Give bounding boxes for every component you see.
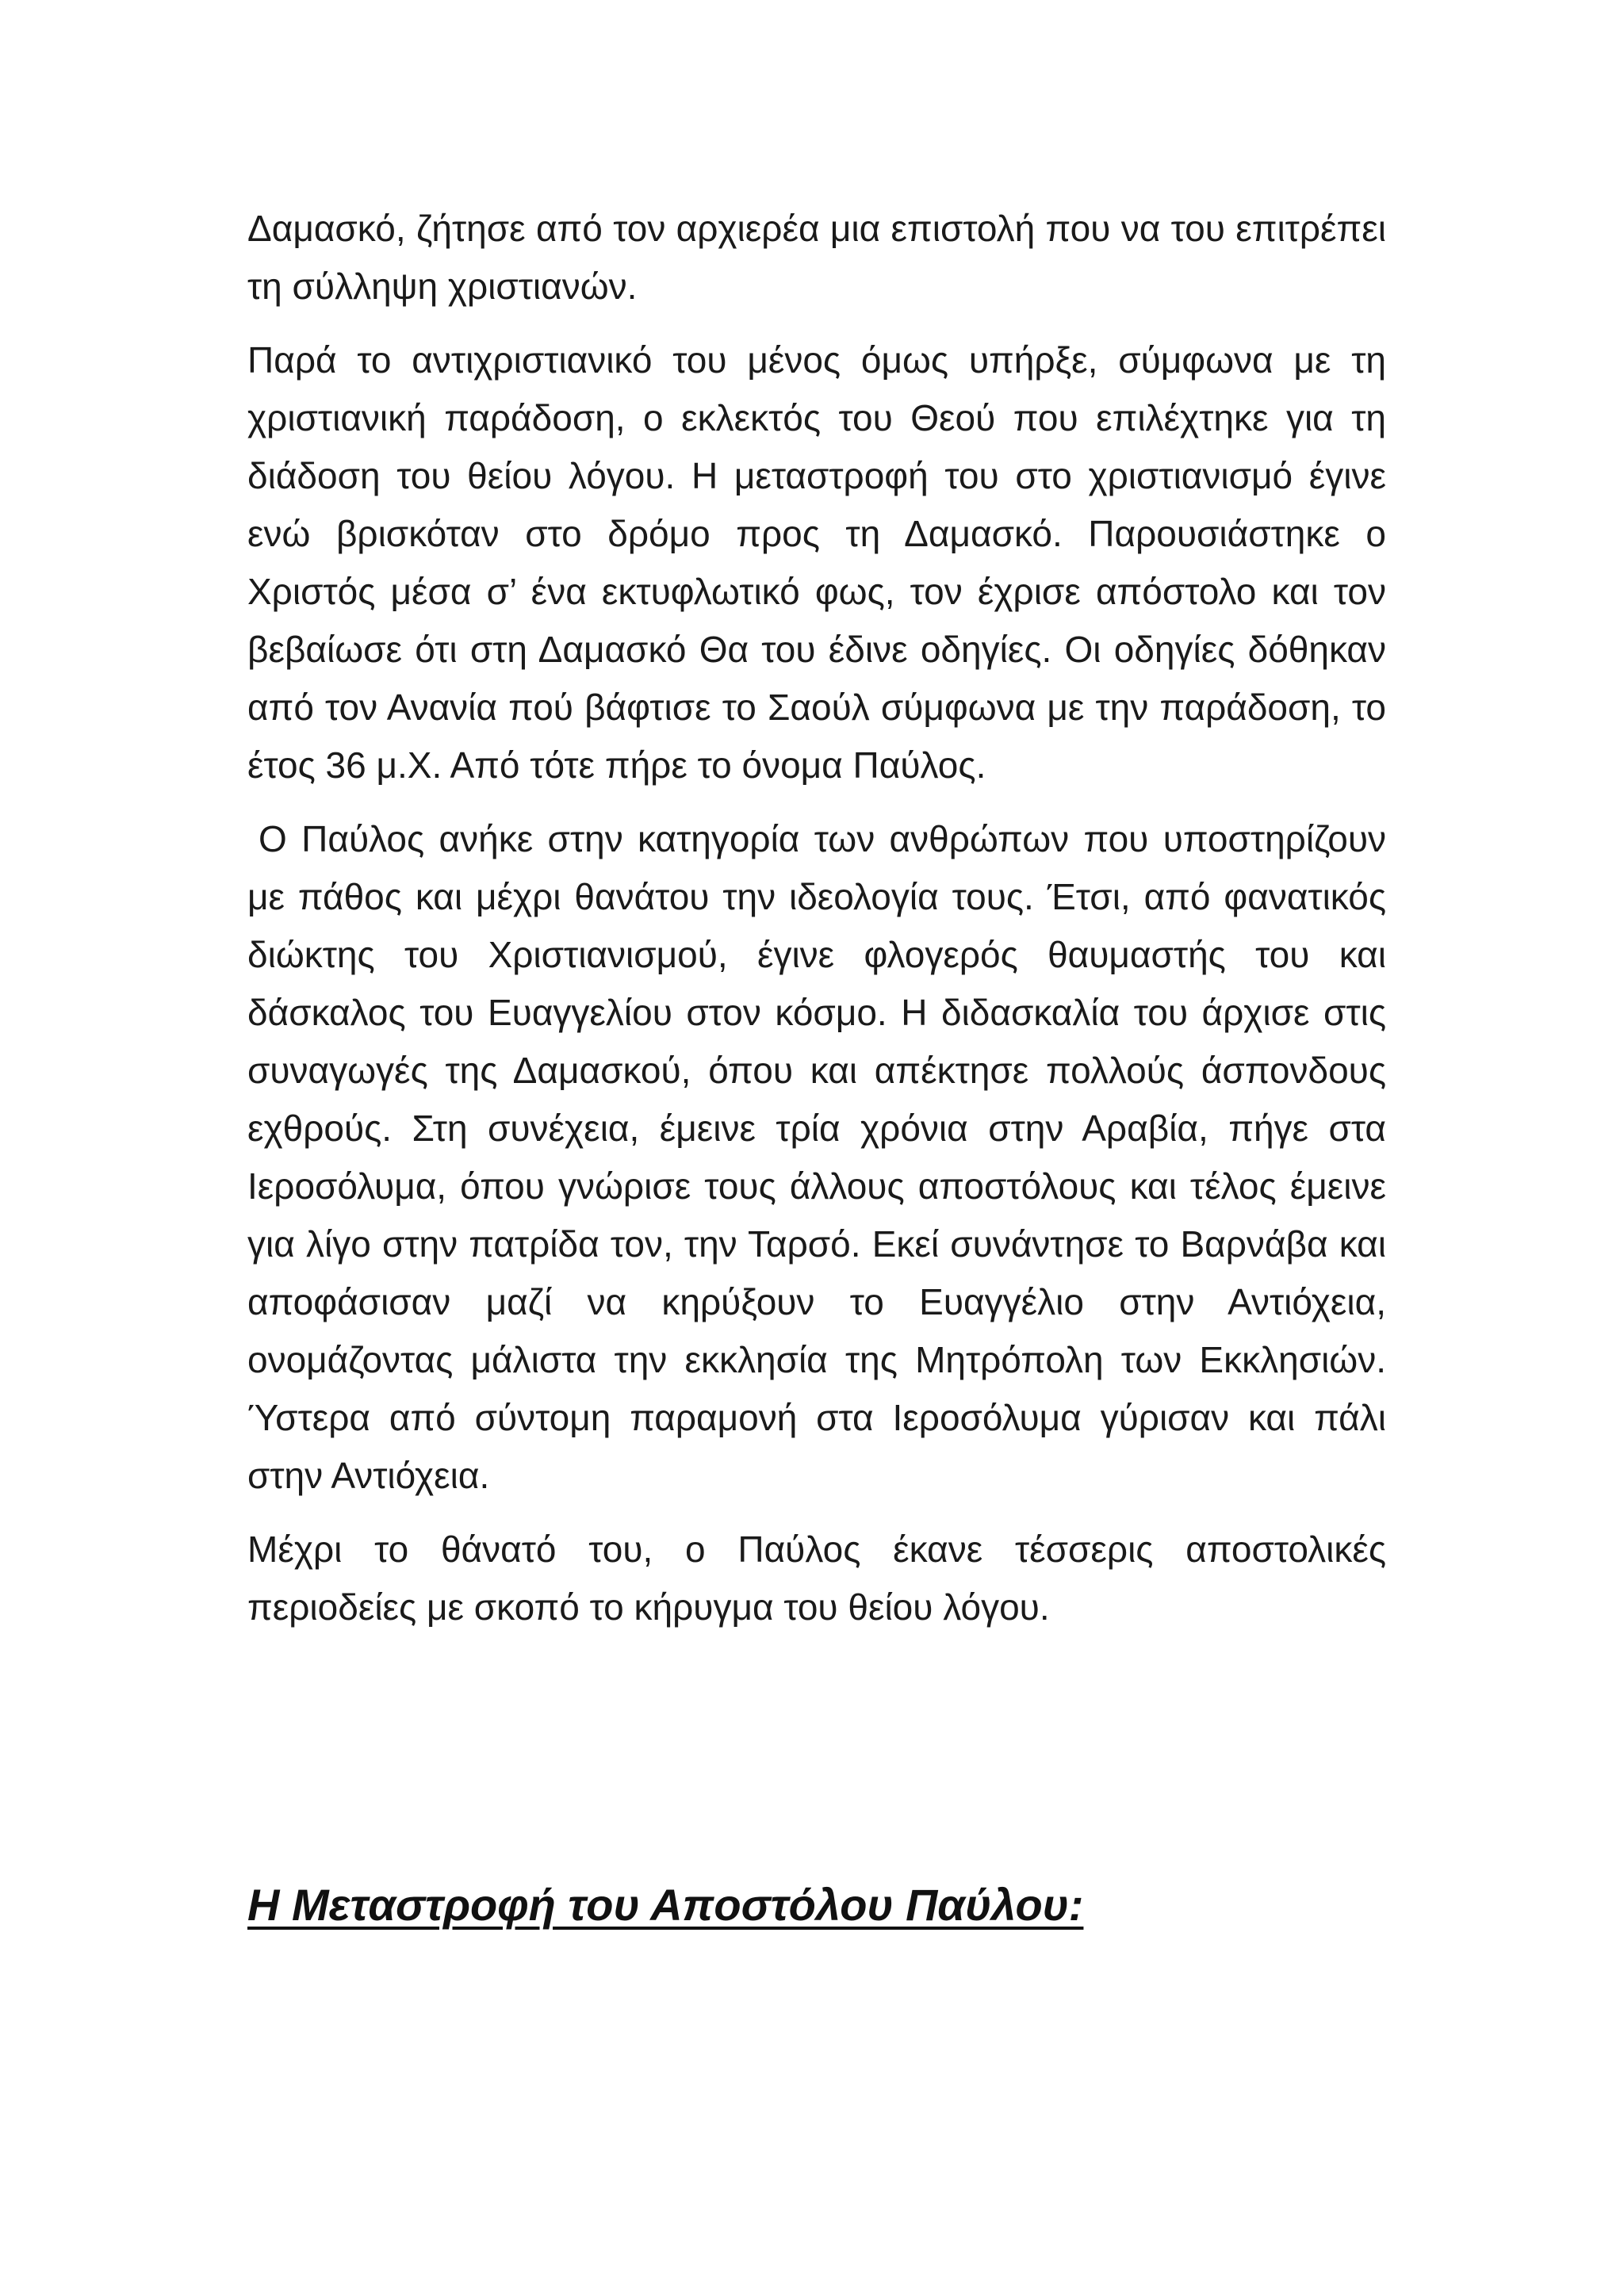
paragraph-3: Ο Παύλος ανήκε στην κατηγορία των ανθρώπων που υποστηρίζουν με πάθος και μέχρι θανάτου την ιδεολογία τους. Έτσι, από φανατικός διώκτης του Χριστιανισμού, έγινε φλογερός θαυμαστής του και δάσκαλος του Ευαγγελίου στον κόσμο. Η διδασκαλία του άρχισε στις συναγωγές της Δαμασκού, όπου και απέκτησε πολλούς άσπονδους εχθρούς. Στη συνέχεια, έμεινε τρία χρόνια στην Αραβία, πήγε στα Ιεροσόλυμα, όπου γνώρισε τους άλλους αποστόλους και τέλος έμεινε για λίγο στην πατρίδα τον, την Ταρσό. Εκεί συνάντησε το Βαρνάβα και αποφάσισαν μαζί να κηρύξουν το Ευαγγέλιο στην Αντιόχεια, ονομάζοντας μάλιστα την εκκλησία της Μητρόπολη των Εκκλησιών. Ύστερα από σύντομη παραμονή στα Ιεροσόλυμα γύρισαν και πάλι στην Αντιόχεια.	[247, 818, 1386, 1496]
paragraph-1: Δαμασκό, ζήτησε από τον αρχιερέα μια επιστολή που να του επιτρέπει τη σύλληψη χριστιανών.	[247, 208, 1386, 307]
body-text	[247, 200, 1386, 1652]
paragraph-4: Μέχρι το θάνατό του, ο Παύλος έκανε τέσσερις αποστολικές περιοδείες με σκοπό το κήρυγμα του θείου λόγου.	[247, 1529, 1386, 1628]
paragraph-2: Παρά το αντιχριστιανικό του μένος όμως υπήρξε, σύμφωνα με τη χριστιανική παράδοση, ο εκλεκτός του Θεού που επιλέχτηκε για τη διάδοση του θείου λόγου. Η μεταστροφή του στο χριστιανισμό έγινε ενώ βρισκόταν στο δρόμο προς τη Δαμασκό. Παρουσιάστηκε ο Χριστός μέσα σ’ ένα εκτυφλωτικό φως, τον έχρισε απόστολο και τον βεβαίωσε ότι στη Δαμασκό Θα του έδινε οδηγίες. Οι οδηγίες δόθηκαν από τον Ανανία πού βάφτισε το Σαούλ σύμφωνα με την παράδοση, το έτος 36 μ.Χ. Από τότε πήρε το όνομα Παύλος.	[247, 339, 1386, 786]
section-heading: Η Μεταστροφή του Αποστόλου Παύλου:	[247, 1880, 1084, 1930]
